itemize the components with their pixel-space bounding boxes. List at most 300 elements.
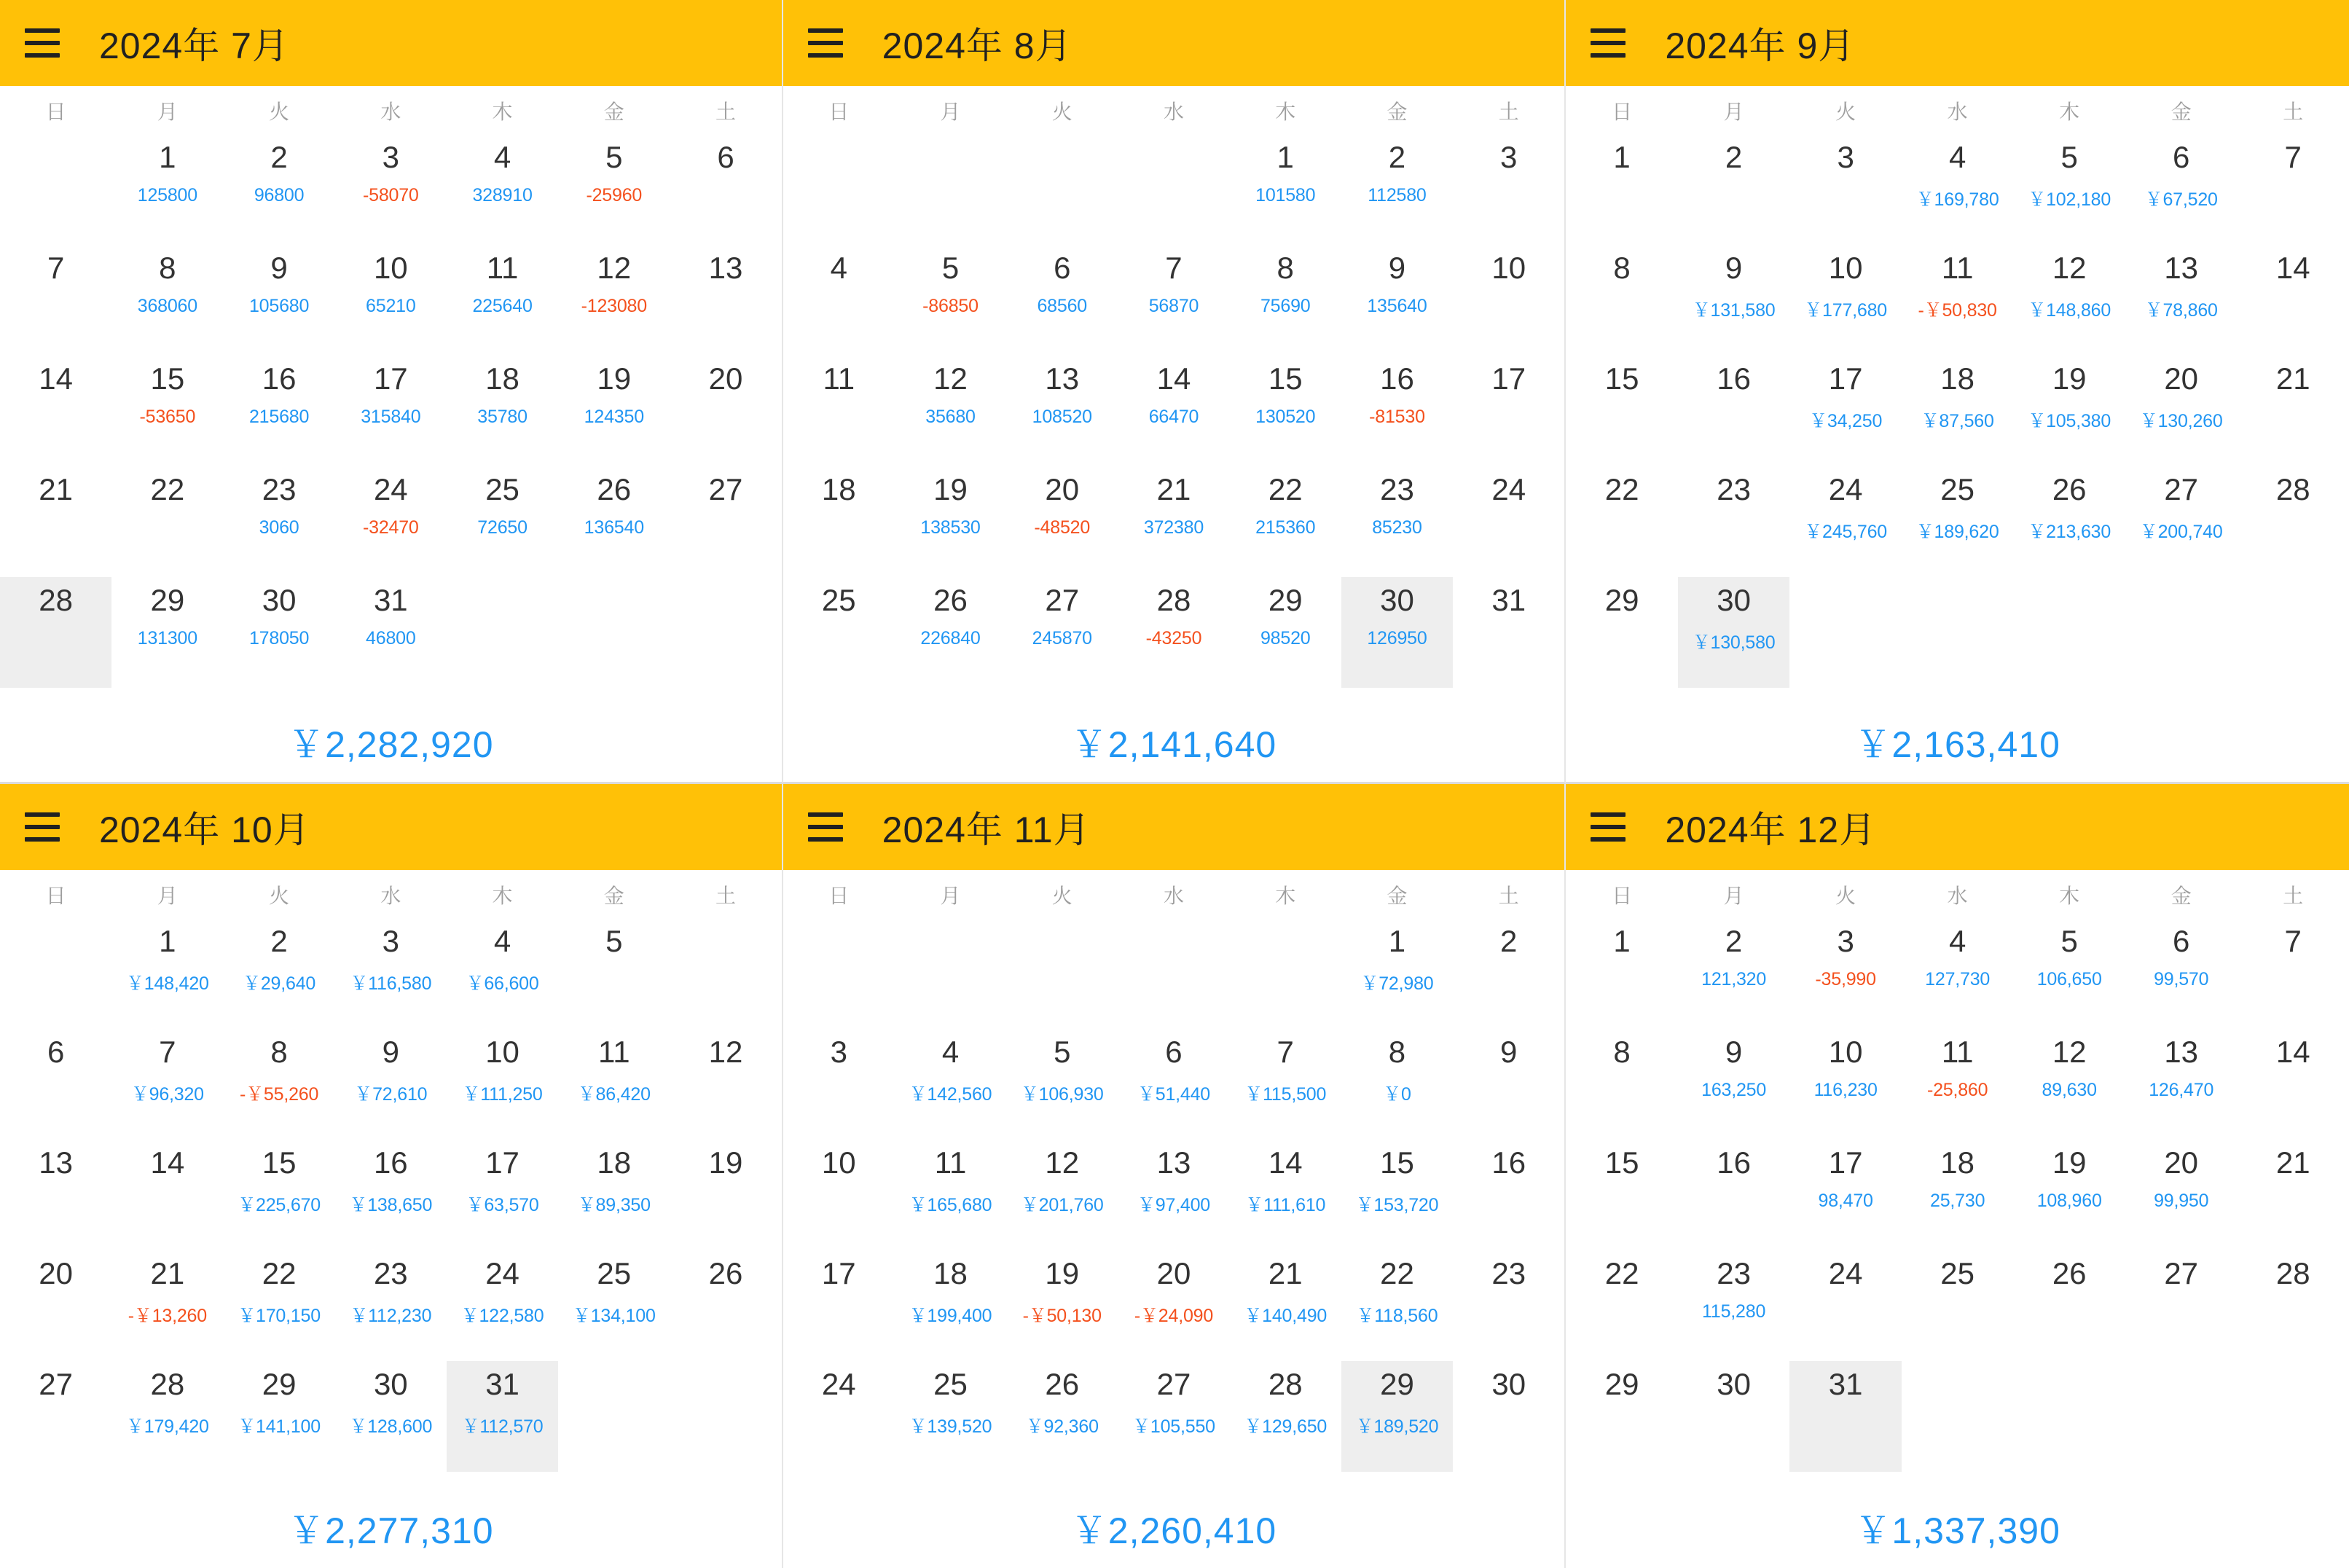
day-cell[interactable] (1006, 466, 1118, 577)
day-number: 10 (1491, 251, 1526, 285)
day-amount: 98520 (1260, 628, 1311, 649)
day-cell[interactable] (1006, 1361, 1118, 1472)
day-cell[interactable] (1678, 1250, 1790, 1361)
day-cell[interactable] (1902, 1140, 2014, 1250)
day-cell[interactable] (670, 1140, 781, 1250)
day-cell[interactable] (1453, 134, 1564, 245)
day-number: 4 (1948, 140, 1966, 174)
day-cell[interactable] (1566, 245, 1678, 356)
day-number: 25 (485, 472, 519, 506)
day-cell[interactable] (1006, 245, 1118, 356)
day-amount: ￥169,780 (1915, 189, 1999, 211)
month-header (1566, 0, 2349, 86)
day-cell[interactable] (1006, 1029, 1118, 1140)
day-number: 9 (1388, 251, 1406, 285)
weekday-label: 日 (1612, 885, 1633, 907)
day-amount: 226840 (920, 628, 981, 649)
day-cell[interactable] (1118, 577, 1229, 688)
day-cell[interactable] (1230, 1250, 1341, 1361)
day-cell (1006, 134, 1118, 245)
day-cell[interactable] (670, 1250, 781, 1361)
day-cell (558, 577, 670, 688)
day-number: 3 (1500, 140, 1518, 174)
day-cell[interactable] (2013, 1140, 2125, 1250)
month-panel (0, 784, 783, 1568)
day-number: 18 (821, 472, 856, 506)
day-cell[interactable] (783, 245, 895, 356)
day-number: 25 (597, 1256, 632, 1290)
day-cell[interactable] (1902, 1029, 2014, 1140)
day-amount: ￥153,720 (1355, 1195, 1439, 1216)
day-cell (783, 918, 895, 1029)
day-cell[interactable] (2125, 918, 2238, 1029)
day-cell[interactable] (1453, 577, 1564, 688)
day-cell[interactable] (1230, 466, 1341, 577)
day-number: 28 (39, 583, 73, 617)
day-cell[interactable] (111, 134, 223, 245)
day-cell[interactable] (2013, 918, 2125, 1029)
day-cell[interactable] (1902, 245, 2014, 356)
day-cell[interactable] (335, 466, 447, 577)
weekday-label: 木 (2059, 101, 2080, 123)
day-cell[interactable] (670, 1029, 781, 1140)
day-cell[interactable] (1566, 918, 1678, 1029)
day-amount: ￥66,600 (466, 973, 539, 995)
day-cell[interactable] (111, 356, 223, 466)
day-cell[interactable] (0, 245, 111, 356)
day-cell[interactable] (2237, 1140, 2349, 1250)
day-cell[interactable] (2237, 466, 2349, 577)
day-cell[interactable] (895, 356, 1006, 466)
day-cell[interactable] (1006, 356, 1118, 466)
day-cell[interactable] (1118, 1029, 1229, 1140)
day-cell[interactable] (1006, 577, 1118, 688)
day-cell[interactable] (1230, 356, 1341, 466)
day-cell[interactable] (1341, 1361, 1453, 1472)
month-total: ￥2,163,410 (1854, 724, 2060, 765)
day-amount: -58070 (362, 185, 419, 206)
day-cell[interactable] (1678, 1361, 1790, 1472)
day-number: 20 (2164, 361, 2199, 396)
weekday-label: 土 (2283, 101, 2304, 123)
day-cell[interactable] (895, 245, 1006, 356)
week-row (0, 1361, 782, 1472)
day-number: 19 (708, 1145, 743, 1180)
day-cell[interactable] (1230, 577, 1341, 688)
day-cell[interactable] (670, 356, 781, 466)
day-number: 12 (2052, 1035, 2087, 1069)
day-cell[interactable] (335, 1361, 447, 1472)
day-cell[interactable] (2013, 245, 2125, 356)
weekday-label: 金 (603, 885, 624, 907)
day-amount: 108520 (1032, 407, 1092, 428)
day-cell[interactable] (2125, 356, 2238, 466)
day-cell[interactable] (223, 245, 334, 356)
day-cell[interactable] (1453, 1140, 1564, 1250)
day-cell[interactable] (1118, 1250, 1229, 1361)
day-cell[interactable] (1341, 1140, 1453, 1250)
month-header (0, 0, 782, 86)
day-cell[interactable] (1678, 466, 1790, 577)
weekday-label: 水 (1163, 101, 1184, 123)
month-title: 2024年 9月 (1665, 26, 1856, 66)
day-number: 6 (1165, 1035, 1183, 1069)
day-amount: 105680 (248, 296, 310, 317)
day-amount: 35680 (925, 407, 976, 428)
day-cell[interactable] (1341, 1250, 1453, 1361)
weekday-label: 日 (45, 101, 66, 123)
hamburger-menu-icon[interactable] (25, 28, 60, 58)
day-number: 6 (47, 1035, 65, 1069)
day-amount: ￥130,260 (2139, 411, 2223, 432)
day-number: 24 (373, 472, 408, 506)
day-amount: ￥177,680 (1804, 300, 1888, 321)
day-cell[interactable] (2125, 466, 2238, 577)
day-cell[interactable] (2237, 356, 2349, 466)
hamburger-menu-icon[interactable] (1591, 28, 1626, 58)
day-cell[interactable] (783, 356, 895, 466)
day-cell[interactable] (1453, 1029, 1564, 1140)
day-cell[interactable] (2125, 245, 2238, 356)
day-number: 10 (1828, 1035, 1863, 1069)
day-cell[interactable] (447, 134, 558, 245)
day-number: 23 (1380, 472, 1414, 506)
day-cell[interactable] (2013, 1250, 2125, 1361)
day-cell[interactable] (783, 1140, 895, 1250)
day-cell[interactable] (895, 466, 1006, 577)
month-title: 2024年 10月 (99, 810, 310, 850)
day-number: 24 (821, 1367, 856, 1401)
day-cell[interactable] (1678, 134, 1790, 245)
day-cell[interactable] (223, 134, 334, 245)
day-cell[interactable] (895, 577, 1006, 688)
day-cell[interactable] (1902, 466, 2014, 577)
day-cell[interactable] (223, 918, 334, 1029)
day-amount: 112580 (1368, 185, 1427, 206)
day-cell[interactable] (447, 245, 558, 356)
week-row (783, 1140, 1565, 1250)
day-cell[interactable] (670, 466, 781, 577)
day-cell[interactable] (223, 1361, 334, 1472)
day-cell[interactable] (1230, 1029, 1341, 1140)
day-number: 22 (1380, 1256, 1414, 1290)
day-cell[interactable] (2013, 1029, 2125, 1140)
day-amount: ￥105,550 (1132, 1416, 1215, 1438)
weekday-header-row (1566, 870, 2349, 914)
day-cell[interactable] (2125, 1029, 2238, 1140)
day-number: 23 (373, 1256, 408, 1290)
day-cell[interactable] (558, 1140, 670, 1250)
day-cell[interactable] (2125, 1250, 2238, 1361)
day-number: 13 (2164, 251, 2199, 285)
day-cell[interactable] (1789, 1140, 1902, 1250)
day-cell[interactable] (783, 1361, 895, 1472)
day-cell[interactable] (1230, 1361, 1341, 1472)
day-cell[interactable] (895, 1029, 1006, 1140)
day-cell[interactable] (335, 356, 447, 466)
day-cell[interactable] (1566, 356, 1678, 466)
weekday-label: 水 (1947, 885, 1968, 907)
month-header (783, 784, 1565, 870)
day-number: 29 (262, 1367, 297, 1401)
day-cell[interactable] (335, 577, 447, 688)
day-number: 23 (262, 472, 297, 506)
day-cell[interactable] (335, 1250, 447, 1361)
day-cell[interactable] (1678, 577, 1790, 688)
day-cell[interactable] (111, 918, 223, 1029)
day-cell[interactable] (447, 1140, 558, 1250)
day-cell[interactable] (1566, 577, 1678, 688)
weeks-container (1566, 130, 2349, 702)
day-cell[interactable] (783, 1029, 895, 1140)
day-cell[interactable] (1902, 134, 2014, 245)
day-cell[interactable] (447, 1029, 558, 1140)
weekday-header-row (783, 870, 1565, 914)
week-row (0, 1250, 782, 1361)
day-cell[interactable] (1230, 245, 1341, 356)
day-cell[interactable] (1902, 918, 2014, 1029)
day-cell[interactable] (1789, 1250, 1902, 1361)
day-cell[interactable] (558, 356, 670, 466)
day-cell[interactable] (558, 134, 670, 245)
day-cell[interactable] (335, 134, 447, 245)
hamburger-menu-icon[interactable] (808, 28, 843, 58)
day-cell[interactable] (1453, 1250, 1564, 1361)
day-cell[interactable] (558, 466, 670, 577)
day-amount: 72650 (477, 517, 528, 538)
day-amount: 368060 (137, 296, 197, 317)
day-cell (0, 918, 111, 1029)
day-cell[interactable] (223, 1140, 334, 1250)
day-cell[interactable] (0, 466, 111, 577)
day-amount: ￥115,500 (1244, 1084, 1327, 1105)
day-cell[interactable] (1678, 1029, 1790, 1140)
day-cell[interactable] (1453, 245, 1564, 356)
day-cell[interactable] (0, 356, 111, 466)
day-cell[interactable] (1230, 1140, 1341, 1250)
day-number: 31 (373, 583, 408, 617)
day-amount: ￥200,740 (2139, 522, 2223, 543)
week-row (1566, 1029, 2349, 1140)
day-number: 30 (1717, 583, 1751, 617)
day-cell[interactable] (895, 1140, 1006, 1250)
day-amount: 85230 (1372, 517, 1422, 538)
day-cell[interactable] (111, 1140, 223, 1250)
day-cell[interactable] (2237, 1250, 2349, 1361)
day-cell[interactable] (111, 1250, 223, 1361)
day-amount: ￥128,600 (349, 1416, 433, 1438)
day-cell[interactable] (2125, 134, 2238, 245)
day-cell[interactable] (1006, 1140, 1118, 1250)
day-cell[interactable] (1341, 245, 1453, 356)
day-cell[interactable] (1678, 1140, 1790, 1250)
day-cell[interactable] (1566, 134, 1678, 245)
week-row (783, 1361, 1565, 1472)
day-cell[interactable] (447, 356, 558, 466)
hamburger-menu-icon[interactable] (25, 812, 60, 842)
day-cell[interactable] (0, 577, 111, 688)
day-amount: 178050 (248, 628, 310, 649)
day-cell[interactable] (1118, 1140, 1229, 1250)
day-cell[interactable] (447, 1250, 558, 1361)
day-cell[interactable] (2013, 134, 2125, 245)
day-cell[interactable] (670, 245, 781, 356)
day-cell[interactable] (223, 1250, 334, 1361)
weekday-label: 土 (715, 885, 737, 907)
day-number: 28 (150, 1367, 185, 1401)
day-number: 12 (1045, 1145, 1080, 1180)
day-cell (1230, 918, 1341, 1029)
day-number: 26 (933, 583, 968, 617)
hamburger-menu-icon[interactable] (808, 812, 843, 842)
day-cell[interactable] (111, 1029, 223, 1140)
day-cell[interactable] (0, 1250, 111, 1361)
day-cell[interactable] (1566, 466, 1678, 577)
day-number: 16 (373, 1145, 408, 1180)
day-cell[interactable] (1566, 1250, 1678, 1361)
day-number: 30 (262, 583, 297, 617)
day-cell[interactable] (447, 918, 558, 1029)
day-cell[interactable] (335, 1140, 447, 1250)
day-number: 7 (47, 251, 65, 285)
day-cell[interactable] (223, 577, 334, 688)
day-cell[interactable] (447, 466, 558, 577)
day-cell[interactable] (223, 1029, 334, 1140)
day-cell[interactable] (1453, 918, 1564, 1029)
day-cell[interactable] (1789, 1361, 1902, 1472)
day-cell[interactable] (2125, 1140, 2238, 1250)
day-cell[interactable] (1341, 466, 1453, 577)
day-cell[interactable] (335, 245, 447, 356)
day-cell[interactable] (111, 245, 223, 356)
day-cell[interactable] (111, 577, 223, 688)
day-amount: ￥0 (1383, 1084, 1411, 1105)
day-number: 19 (2052, 1145, 2087, 1180)
weekday-label: 木 (492, 101, 513, 123)
day-cell[interactable] (111, 1361, 223, 1472)
day-cell[interactable] (1341, 918, 1453, 1029)
week-row (1566, 245, 2349, 356)
day-number: 7 (2284, 140, 2302, 174)
day-cell[interactable] (1118, 466, 1229, 577)
month-title: 2024年 8月 (882, 26, 1072, 66)
day-number: 8 (1613, 1035, 1631, 1069)
day-cell[interactable] (2013, 356, 2125, 466)
day-amount: 108,960 (2036, 1191, 2102, 1212)
weekday-label: 火 (1835, 885, 1856, 907)
day-amount: ￥111,250 (462, 1084, 543, 1105)
day-amount: ￥131,580 (1692, 300, 1776, 321)
day-amount: 126950 (1367, 628, 1427, 649)
day-cell[interactable] (1789, 356, 1902, 466)
day-number: 13 (1045, 361, 1080, 396)
day-cell[interactable] (1566, 1029, 1678, 1140)
weekday-label: 月 (157, 101, 178, 123)
day-cell[interactable] (1902, 1250, 2014, 1361)
day-amount: 96800 (254, 185, 305, 206)
day-cell[interactable] (1118, 1361, 1229, 1472)
day-cell[interactable] (1789, 245, 1902, 356)
day-cell[interactable] (1789, 466, 1902, 577)
day-cell[interactable] (1566, 1361, 1678, 1472)
day-amount: ￥51,440 (1137, 1084, 1211, 1105)
day-cell[interactable] (1566, 1140, 1678, 1250)
day-cell[interactable] (895, 1250, 1006, 1361)
day-number: 28 (2275, 1256, 2310, 1290)
day-cell[interactable] (558, 1250, 670, 1361)
day-cell[interactable] (223, 466, 334, 577)
day-cell[interactable] (111, 466, 223, 577)
day-cell[interactable] (2237, 134, 2349, 245)
day-cell (895, 134, 1006, 245)
hamburger-menu-icon[interactable] (1591, 812, 1626, 842)
day-cell[interactable] (1341, 134, 1453, 245)
day-cell[interactable] (1678, 918, 1790, 1029)
day-amount: ￥140,490 (1244, 1306, 1328, 1327)
day-cell[interactable] (1789, 134, 1902, 245)
day-number: 22 (150, 472, 185, 506)
day-cell[interactable] (223, 356, 334, 466)
day-cell[interactable] (1678, 356, 1790, 466)
day-cell[interactable] (0, 1361, 111, 1472)
day-cell[interactable] (895, 1361, 1006, 1472)
day-cell[interactable] (783, 466, 895, 577)
day-cell[interactable] (1902, 356, 2014, 466)
day-cell[interactable] (0, 1140, 111, 1250)
day-cell[interactable] (1678, 245, 1790, 356)
day-cell[interactable] (2237, 245, 2349, 356)
day-cell[interactable] (335, 918, 447, 1029)
day-cell[interactable] (1341, 356, 1453, 466)
weekday-label: 木 (1275, 101, 1296, 123)
day-cell[interactable] (447, 1361, 558, 1472)
day-cell[interactable] (1453, 466, 1564, 577)
week-row (1566, 1361, 2349, 1472)
day-cell (1118, 134, 1229, 245)
day-cell[interactable] (335, 1029, 447, 1140)
day-cell[interactable] (2013, 466, 2125, 577)
day-cell[interactable] (1118, 245, 1229, 356)
day-cell (670, 918, 781, 1029)
day-cell[interactable] (1341, 577, 1453, 688)
day-cell[interactable] (1118, 356, 1229, 466)
day-number: 21 (2275, 361, 2310, 396)
day-cell (895, 918, 1006, 1029)
month-title: 2024年 11月 (882, 810, 1091, 850)
day-cell[interactable] (558, 245, 670, 356)
day-cell[interactable] (1789, 918, 1902, 1029)
week-row (0, 918, 782, 1029)
day-cell[interactable] (783, 577, 895, 688)
day-cell[interactable] (2237, 918, 2349, 1029)
day-cell[interactable] (1453, 1361, 1564, 1472)
day-amount: 35780 (477, 407, 528, 428)
day-cell[interactable] (1006, 1250, 1118, 1361)
day-cell[interactable] (2237, 1029, 2349, 1140)
day-cell[interactable] (1453, 356, 1564, 466)
day-cell[interactable] (1341, 1029, 1453, 1140)
day-cell[interactable] (670, 134, 781, 245)
day-cell[interactable] (1789, 1029, 1902, 1140)
day-cell[interactable] (558, 1029, 670, 1140)
day-cell[interactable] (0, 1029, 111, 1140)
day-cell[interactable] (558, 918, 670, 1029)
day-amount: 106,650 (2036, 969, 2102, 990)
day-number: 17 (485, 1145, 519, 1180)
day-number: 4 (1948, 924, 1966, 958)
day-cell[interactable] (783, 1250, 895, 1361)
day-cell[interactable] (1230, 134, 1341, 245)
